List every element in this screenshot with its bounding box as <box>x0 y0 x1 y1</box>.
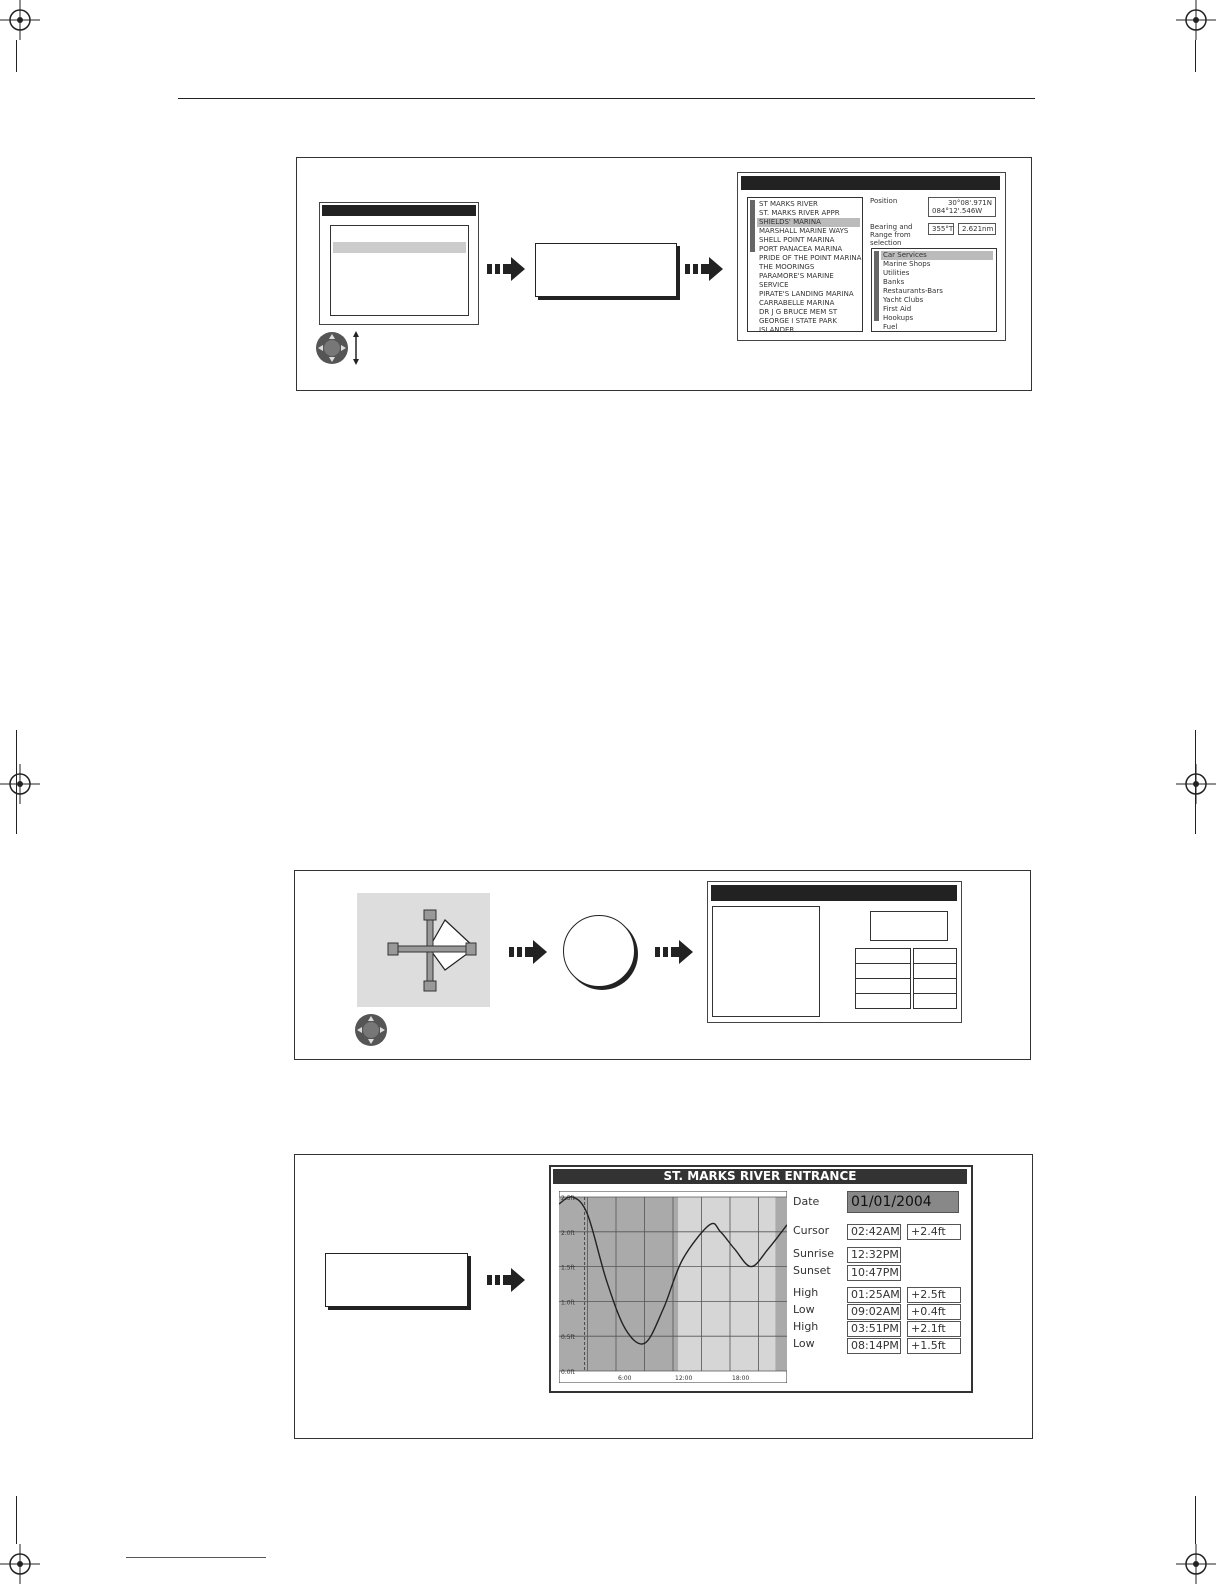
marina-list-item[interactable]: THE MOORINGS <box>759 263 815 271</box>
chart-x-tick-label: 12:00 <box>675 1375 693 1382</box>
marina-screen-titlebar <box>741 176 1000 190</box>
service-list-item[interactable]: Fuel <box>883 323 898 331</box>
figure-1-panel <box>296 157 1032 391</box>
flow-arrow-3 <box>509 938 549 966</box>
registration-mark-mid-right <box>1176 764 1216 804</box>
services-list-scrollbar[interactable] <box>874 251 879 321</box>
tide-table-cell <box>913 978 957 994</box>
tide-table-cell <box>913 948 957 964</box>
round-key[interactable] <box>563 915 635 987</box>
tide-chart <box>559 1191 787 1383</box>
marina-list-item[interactable]: ST MARKS RIVER <box>759 200 818 208</box>
service-list-item[interactable]: Utilities <box>883 269 910 277</box>
menu-screen <box>319 202 479 325</box>
cursor-time: 02:42AM <box>847 1224 901 1240</box>
marina-list-scrollbar[interactable] <box>750 200 755 252</box>
position-value-box <box>928 197 996 217</box>
chart-y-tick-label: 1.0ft <box>561 1299 575 1307</box>
menu-screen-titlebar <box>322 205 476 216</box>
marina-list-item[interactable]: GEORGE I STATE PARK <box>759 317 837 325</box>
tide-time-3: 08:14PM <box>847 1338 901 1354</box>
flow-arrow-4 <box>655 938 695 966</box>
tide-station-graph-box <box>712 906 820 1017</box>
crop-line-bottom-right <box>1195 1496 1196 1544</box>
service-list-item[interactable]: Yacht Clubs <box>883 296 924 304</box>
sunrise-label: Sunrise <box>793 1247 835 1260</box>
registration-mark-top-left <box>0 0 40 40</box>
crop-line-bottom-left <box>16 1496 17 1544</box>
header-rule <box>178 98 1035 99</box>
trackpad-icon <box>353 1012 389 1048</box>
tide-height-1: +0.4ft <box>907 1304 961 1320</box>
marina-list-item[interactable]: SHIELDS' MARINA <box>759 218 821 226</box>
service-list-item[interactable]: Restaurants-Bars <box>883 287 943 295</box>
crop-line-mid-left <box>16 730 17 834</box>
service-list-item[interactable]: First Aid <box>883 305 912 313</box>
services-list <box>883 251 943 332</box>
marina-list-item[interactable]: ST. MARKS RIVER APPR <box>759 209 840 217</box>
tide-table-cell <box>855 978 911 994</box>
range-value: 2.621nm <box>958 223 996 235</box>
tide-height-2: +2.1ft <box>907 1321 961 1337</box>
tide-label-2: High <box>793 1320 819 1333</box>
chart-night-band-evening <box>775 1197 787 1371</box>
figure-3-panel <box>294 1154 1033 1439</box>
service-list-item[interactable]: Marine Shops <box>883 260 931 268</box>
position-lat: 30°08'.971N <box>947 199 992 207</box>
footer-link-underline <box>126 1557 266 1558</box>
marina-list-item[interactable]: PARAMORE'S MARINE <box>759 272 834 280</box>
marina-list-box <box>747 197 863 332</box>
chart-x-tick-label: 6:00 <box>618 1375 632 1382</box>
tide-table-cell <box>855 993 911 1009</box>
tide-label-1: Low <box>793 1303 815 1316</box>
position-label: Position <box>870 197 898 205</box>
registration-mark-bottom-left <box>0 1544 40 1584</box>
marina-list-item[interactable]: PIRATE'S LANDING MARINA <box>759 290 854 298</box>
menu-list-highlight <box>333 242 466 253</box>
crop-line-mid-right <box>1195 730 1196 834</box>
chart-y-tick-label: 2.0ft <box>561 1229 575 1237</box>
figure-2-panel <box>294 870 1031 1060</box>
marina-list-item[interactable]: CARRABELLE MARINA <box>759 299 835 307</box>
softkey-box-2[interactable] <box>325 1253 468 1307</box>
softkey-box-1[interactable] <box>535 243 677 297</box>
chart-y-tick-label: 0.5ft <box>561 1334 575 1342</box>
marina-list-item[interactable]: MARSHALL MARINE WAYS <box>759 227 849 235</box>
tide-station-table <box>855 948 957 1008</box>
tide-time-0: 01:25AM <box>847 1287 901 1303</box>
service-list-item[interactable]: Hookups <box>883 314 914 322</box>
chart-y-tick-label: 1.5ft <box>561 1264 575 1272</box>
flow-arrow-2 <box>685 255 725 283</box>
cursor-label: Cursor <box>793 1224 830 1237</box>
service-list-item[interactable]: Car Services <box>883 251 927 259</box>
chart-night-band-morning <box>559 1197 678 1371</box>
tide-chart-screen <box>549 1165 973 1393</box>
sunrise-value: 12:32PM <box>847 1247 901 1263</box>
trackpad-updown-icon <box>315 330 363 368</box>
chart-cursor-icon <box>357 893 490 1007</box>
cursor-height: +2.4ft <box>907 1224 961 1240</box>
date-label: Date <box>793 1195 820 1208</box>
sunset-label: Sunset <box>793 1264 831 1277</box>
crop-line-top-left <box>16 40 17 72</box>
position-lon: 084°12'.546W <box>932 207 983 215</box>
tide-station-date-box <box>870 911 948 941</box>
marina-list-item[interactable]: ISLANDER <box>759 326 795 332</box>
marina-list-item[interactable]: DR J G BRUCE MEM ST <box>759 308 838 316</box>
chart-x-tick-label: 18:00 <box>732 1375 750 1382</box>
tide-table-cell <box>855 963 911 979</box>
tide-height-0: +2.5ft <box>907 1287 961 1303</box>
tide-label-3: Low <box>793 1337 815 1350</box>
marina-info-screen <box>737 172 1006 341</box>
marina-list-item[interactable]: SHELL POINT MARINA <box>759 236 835 244</box>
tide-chart-title: ST. MARKS RIVER ENTRANCE <box>553 1169 967 1184</box>
service-list-item[interactable]: Banks <box>883 278 905 286</box>
tide-table-cell <box>855 948 911 964</box>
marina-list <box>759 200 861 332</box>
flow-arrow-5 <box>487 1266 527 1294</box>
marina-list-item[interactable]: SERVICE <box>759 281 789 289</box>
bearing-value: 355°T <box>928 223 954 235</box>
sunset-value: 10:47PM <box>847 1265 901 1281</box>
tide-table-cell <box>913 963 957 979</box>
marina-list-item[interactable]: PRIDE OF THE POINT MARINA <box>759 254 862 262</box>
tide-time-2: 03:51PM <box>847 1321 901 1337</box>
tide-time-1: 09:02AM <box>847 1304 901 1320</box>
tide-height-3: +1.5ft <box>907 1338 961 1354</box>
chart-y-tick-label: 0.0ft <box>561 1369 575 1376</box>
menu-list-box <box>330 225 469 316</box>
tide-station-screen <box>707 881 962 1023</box>
registration-mark-bottom-right <box>1176 1544 1216 1584</box>
flow-arrow-1 <box>487 255 527 283</box>
bearing-range-label: Bearing and Range from selection <box>870 223 913 247</box>
services-list-box <box>871 248 997 332</box>
tide-table-cell <box>913 993 957 1009</box>
tide-station-titlebar <box>711 885 957 901</box>
date-value[interactable]: 01/01/2004 <box>847 1191 959 1213</box>
tide-label-0: High <box>793 1286 819 1299</box>
marina-list-item[interactable]: PORT PANACEA MARINA <box>759 245 843 253</box>
crop-line-top-right <box>1195 40 1196 72</box>
chart-cursor-area <box>357 893 490 1007</box>
registration-mark-mid-left <box>0 764 40 804</box>
chart-y-tick-label: 2.5ft <box>561 1195 575 1202</box>
registration-mark-top-right <box>1176 0 1216 40</box>
